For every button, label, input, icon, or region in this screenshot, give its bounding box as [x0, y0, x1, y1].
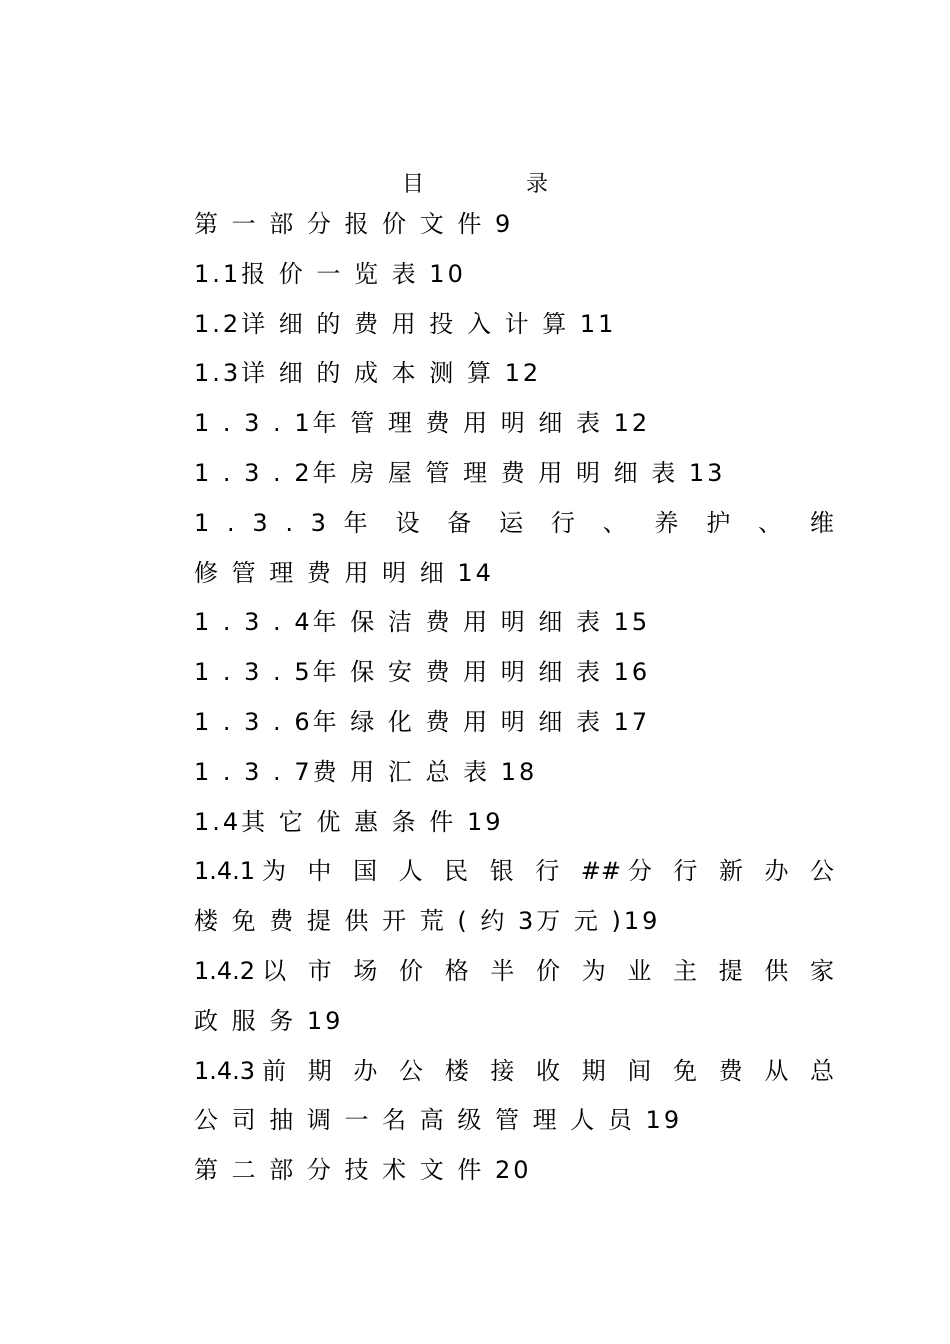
toc-entry: 楼 免 费 提 供 开 荒 ( 约 3万 元 )19 [194, 907, 661, 936]
toc-entry: 第 一 部 分 报 价 文 件 9 [194, 210, 514, 238]
toc-entry: 1.4.1为 中 国 人 民 银 行 ##分 行 新 办 公 [194, 857, 834, 886]
toc-entry: 1 . 3 . 1年 管 理 费 用 明 细 表 12 [194, 409, 651, 438]
toc-entry: 第 二 部 分 技 术 文 件 20 [194, 1156, 532, 1185]
toc-entry: 1.1报 价 一 览 表 10 [194, 259, 466, 288]
toc-entry: 政 服 务 19 [194, 1006, 344, 1035]
toc-entry: 1.4.3前 期 办 公 楼 接 收 期 间 免 费 从 总 [194, 1056, 834, 1085]
toc-entry: 1 . 3 . 2年 房 屋 管 理 费 用 明 细 表 13 [194, 458, 726, 487]
toc-entry: 1.4其 它 优 惠 条 件 19 [194, 807, 504, 836]
toc-entry: 1.3详 细 的 成 本 测 算 12 [194, 359, 542, 388]
toc-entry: 1 . 3 . 7费 用 汇 总 表 18 [194, 757, 538, 786]
toc-title: 目 录 [401, 172, 588, 197]
toc-entry: 1 . 3 . 5年 保 安 费 用 明 细 表 16 [194, 658, 651, 687]
toc-entry: 1 . 3 . 6年 绿 化 费 用 明 细 表 17 [194, 707, 651, 736]
toc-entry: 1.4.2以 市 场 价 格 半 价 为 业 主 提 供 家 [194, 956, 834, 985]
toc-entry: 1.2详 细 的 费 用 投 入 计 算 11 [194, 309, 617, 338]
toc-entry: 1 . 3 . 4年 保 洁 费 用 明 细 表 15 [194, 608, 651, 637]
toc-entry: 公 司 抽 调 一 名 高 级 管 理 人 员 19 [194, 1106, 683, 1135]
toc-entry: 1 . 3 . 3 年 设 备 运 行 、 养 护 、 维 [194, 508, 834, 537]
toc-list [194, 200, 834, 1196]
toc-entry: 修 管 理 费 用 明 细 14 [194, 558, 494, 587]
